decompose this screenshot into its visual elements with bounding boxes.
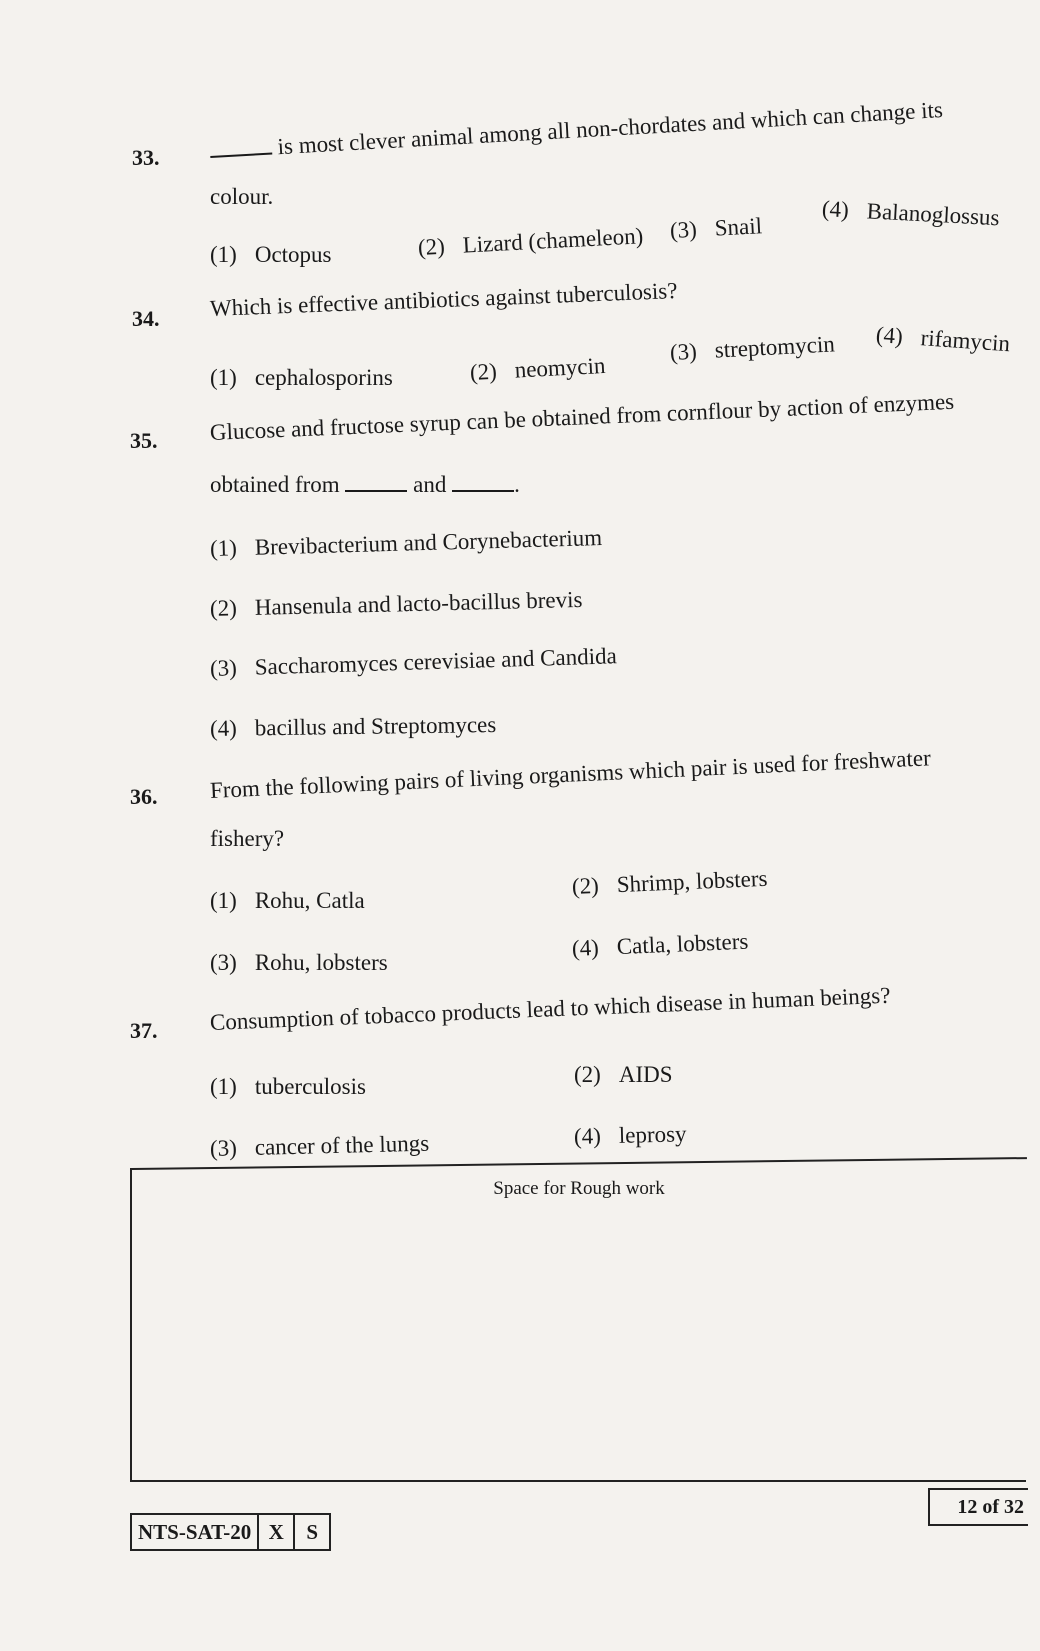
question-text: Glucose and fructose syrup can be obtained from cornflour by action of enzymes [209, 388, 955, 445]
option-3: (3) Saccharomyces cerevisiae and Candida [209, 643, 618, 681]
page-number: 12 of 32 [928, 1488, 1028, 1526]
option-3: (3) cancer of the lungs [209, 1130, 430, 1161]
option-3: (3) Snail [669, 213, 763, 243]
option-4: (4) Catla, lobsters [571, 928, 749, 961]
option-3: (3) Rohu, lobsters [210, 950, 388, 975]
question-number: 36. [130, 784, 158, 809]
question-text: Consumption of tobacco products lead to which disease in human beings? [209, 982, 891, 1035]
option-1: (1) tuberculosis [210, 1074, 366, 1099]
option-1: (1) Brevibacterium and Corynebacterium [209, 525, 603, 561]
option-4: (4) leprosy [573, 1121, 687, 1149]
rough-work-box [130, 1168, 1026, 1482]
option-2: (2) AIDS [574, 1062, 673, 1087]
rough-work-label: Space for Rough work [493, 1178, 665, 1199]
paper-code-cell: S [293, 1515, 329, 1549]
option-1: (1) cephalosporins [210, 365, 393, 390]
question-text: Which is effective antibiotics against tuberculosis? [209, 278, 678, 321]
paper-code-box [130, 1513, 331, 1551]
question-text-line2: obtained from and . [210, 472, 520, 497]
option-2: (2) Hansenula and lacto-bacillus brevis [209, 586, 583, 621]
option-3: (3) streptomycin [669, 331, 836, 365]
paper-code-cell: X [257, 1515, 293, 1549]
question-text-line2: fishery? [210, 826, 285, 851]
question-number: 37. [130, 1018, 158, 1043]
answer-blank [345, 472, 407, 492]
answer-blank [209, 135, 272, 158]
option-1: (1) Octopus [210, 242, 332, 267]
question-number: 34. [132, 306, 160, 331]
question-number: 33. [132, 145, 160, 170]
option-2: (2) Lizard (chameleon) [417, 223, 644, 260]
paper-code: NTS-SAT-20 [138, 1519, 252, 1544]
question-text-part: is most clever animal among all non-chordates and which can change its [276, 97, 944, 160]
option-4: (4) bacillus and Streptomyces [209, 712, 497, 741]
option-4: (4) rifamycin [875, 322, 1011, 357]
option-2: (2) neomycin [469, 352, 606, 385]
question-text-line2: colour. [210, 184, 274, 209]
answer-blank [452, 472, 514, 492]
option-4: (4) Balanoglossus [821, 196, 1001, 231]
question-text [209, 97, 943, 164]
question-number: 35. [130, 428, 158, 453]
option-1: (1) Rohu, Catla [210, 888, 365, 913]
question-text: From the following pairs of living organisms which pair is used for freshwater [209, 745, 932, 803]
option-2: (2) Shrimp, lobsters [571, 865, 768, 899]
